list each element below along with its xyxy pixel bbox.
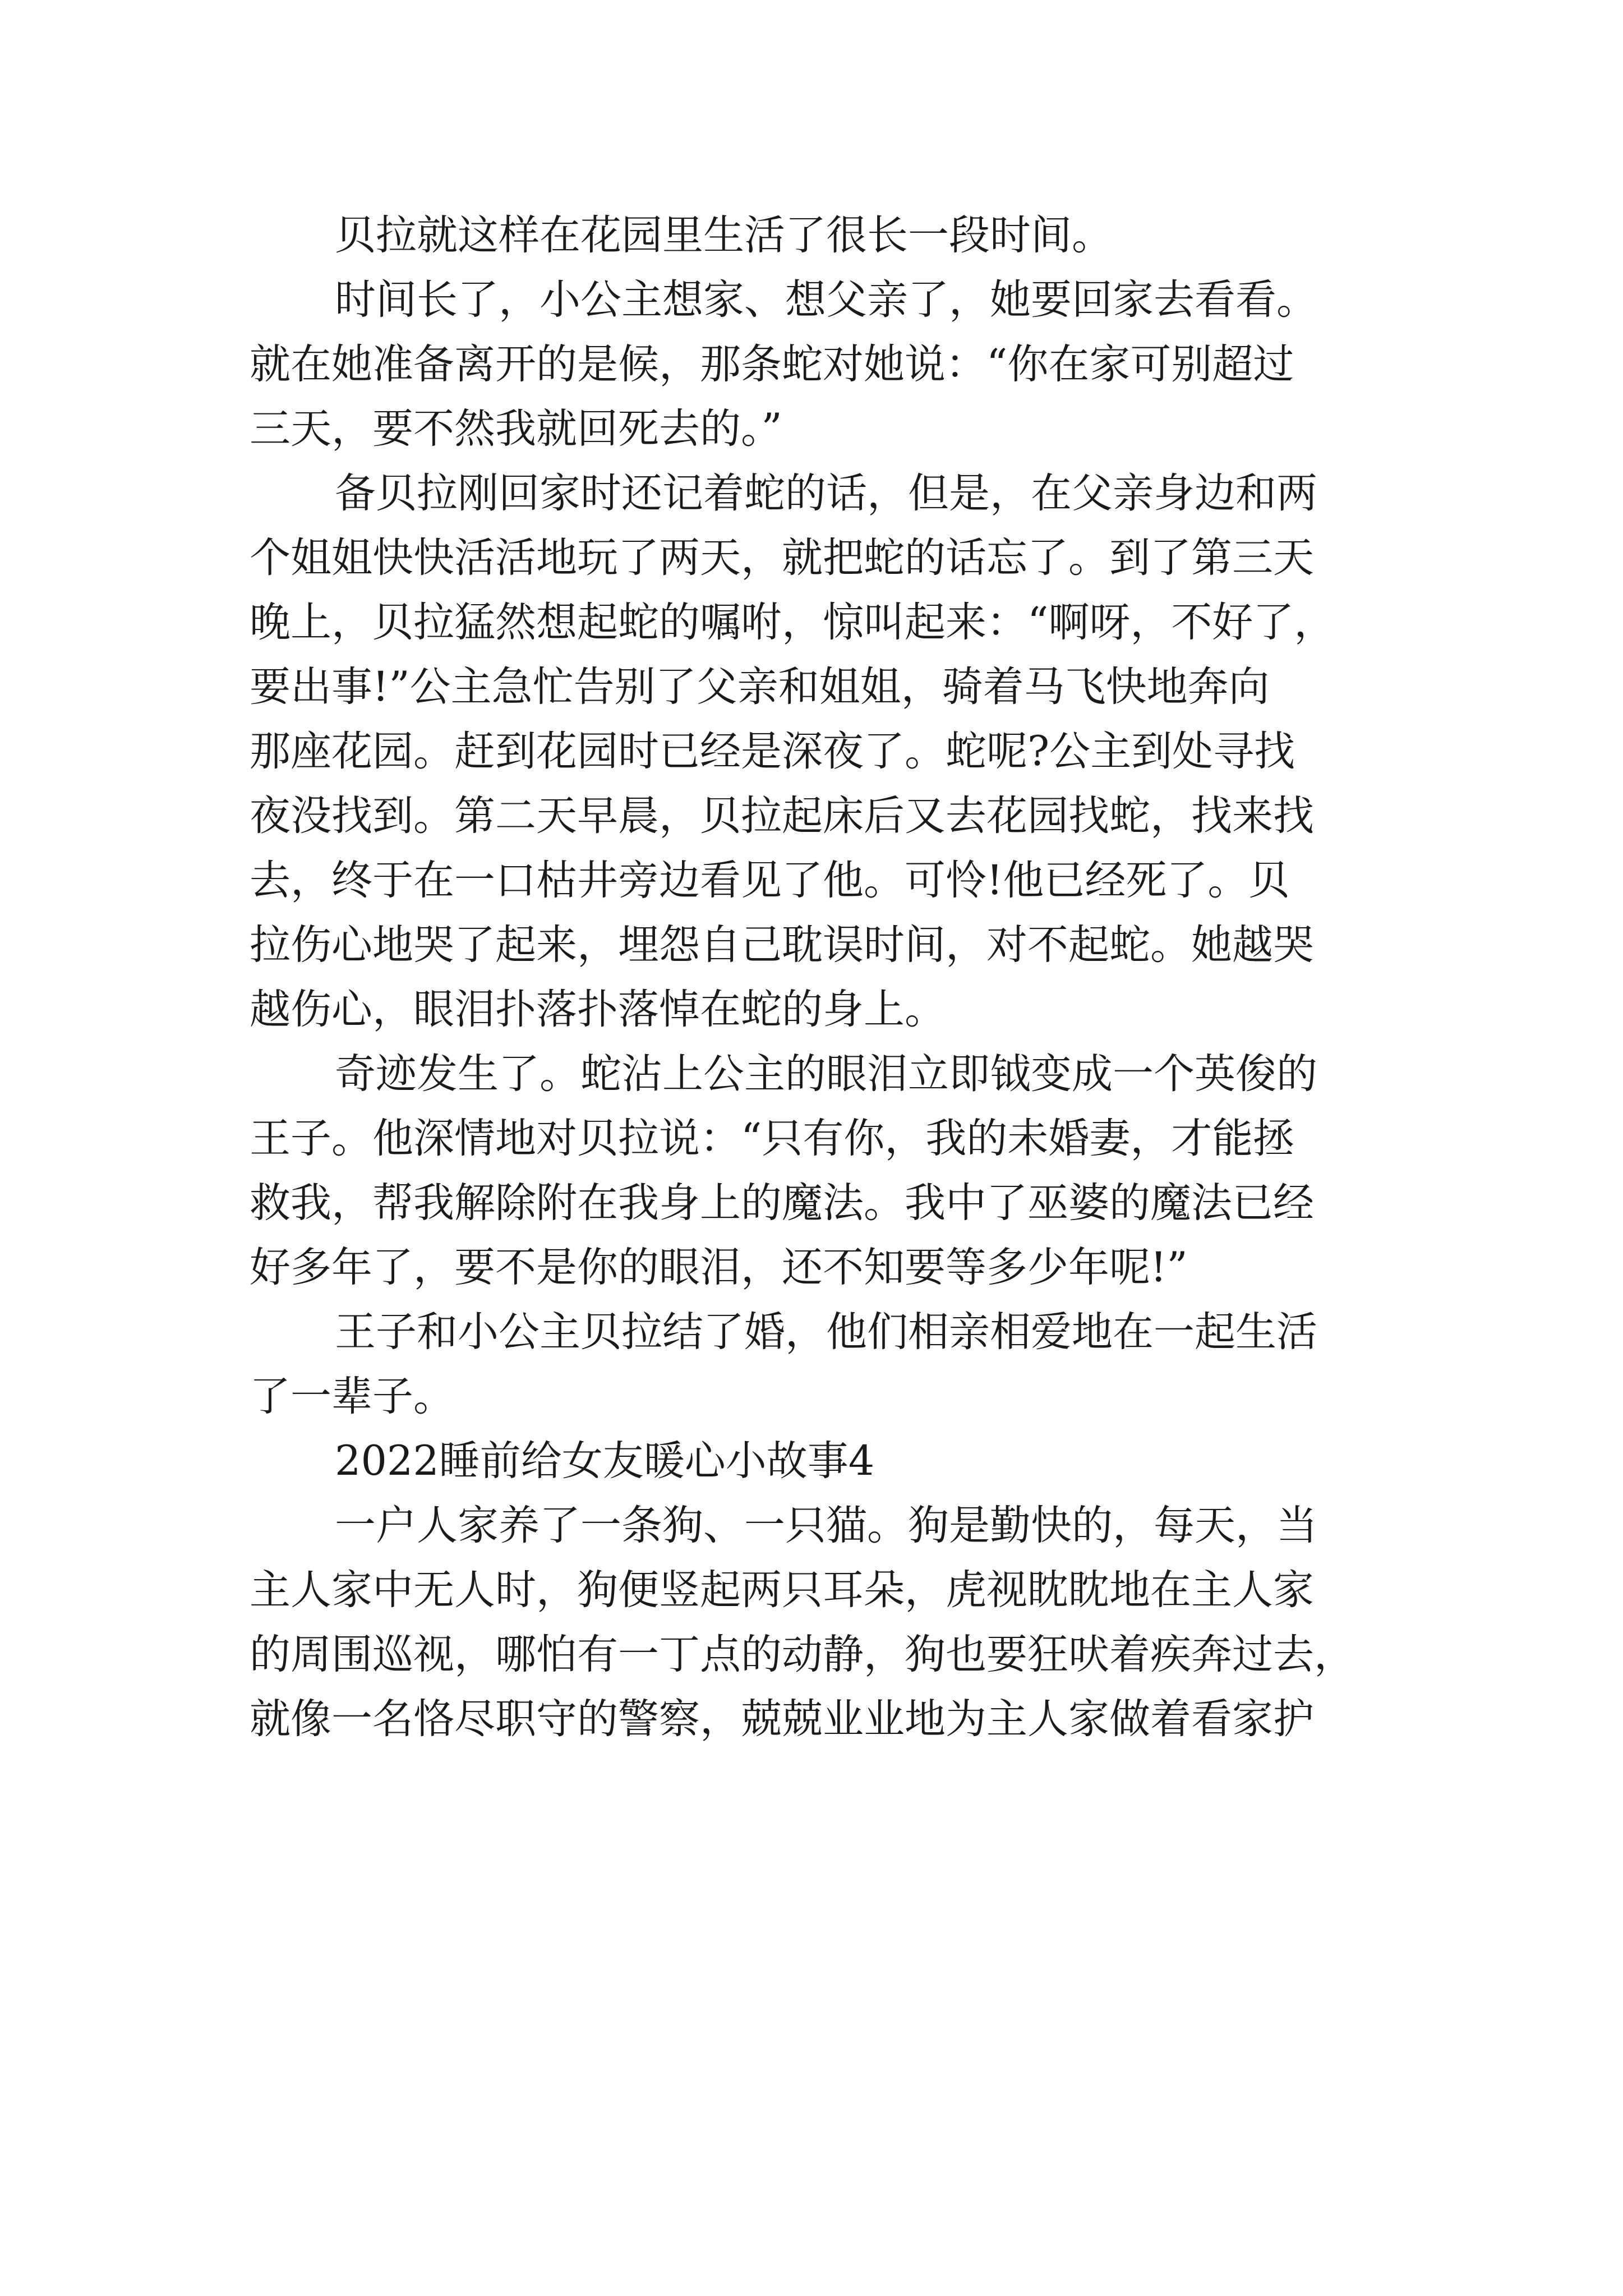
paragraph-line: 了一辈子。 (250, 1373, 454, 1420)
paragraph-line: 一户人家养了一条狗、一只猫。狗是勤快的，每天，当 (335, 1502, 1317, 1549)
paragraph-line: 奇迹发生了。蛇沾上公主的眼泪立即钺变成一个英俊的 (335, 1050, 1317, 1098)
section-heading: 2022睡前给女友暖心小故事4 (335, 1437, 875, 1485)
paragraph-line: 要出事!”公主急忙告别了父亲和姐姐，骑着马飞快地奔向 (250, 663, 1270, 711)
paragraph-line: 备贝拉刚回家时还记着蛇的话，但是，在父亲身边和两 (335, 470, 1317, 517)
paragraph-line: 三天，要不然我就回死去的。” (250, 405, 782, 453)
paragraph-line: 救我，帮我解除附在我身上的魔法。我中了巫婆的魔法已经 (250, 1179, 1314, 1227)
paragraph-line: 的周围巡视，哪怕有一丁点的动静，狗也要狂吠着疾奔过去， (250, 1631, 1355, 1678)
paragraph-line: 时间长了，小公主想家、想父亲了，她要回家去看看。 (335, 276, 1317, 324)
paragraph-line: 就在她准备离开的是候，那条蛇对她说：“你在家可别超过 (250, 341, 1294, 388)
paragraph-line: 王子。他深情地对贝拉说：“只有你，我的未婚妻，才能拯 (250, 1115, 1294, 1162)
paragraph-line: 就像一名恪尽职守的警察，兢兢业业地为主人家做着看家护 (250, 1695, 1314, 1743)
paragraph-line: 贝拉就这样在花园里生活了很长一段时间。 (335, 211, 1113, 259)
paragraph-line: 好多年了，要不是你的眼泪，还不知要等多少年呢!” (250, 1244, 1188, 1291)
paragraph-line: 夜没找到。第二天早晨，贝拉起床后又去花园找蛇，找来找 (250, 792, 1314, 840)
paragraph-line: 晚上，贝拉猛然想起蛇的嘱咐，惊叫起来：“啊呀，不好了， (250, 599, 1335, 646)
paragraph-line: 个姐姐快快活活地玩了两天，就把蛇的话忘了。到了第三天 (250, 534, 1314, 582)
paragraph-line: 那座花园。赶到花园时已经是深夜了。蛇呢?公主到处寻找 (250, 728, 1295, 775)
paragraph-line: 王子和小公主贝拉结了婚，他们相亲相爱地在一起生活 (335, 1308, 1317, 1356)
paragraph-line: 拉伤心地哭了起来，埋怨自己耽误时间，对不起蛇。她越哭 (250, 921, 1314, 969)
document-body (250, 203, 1371, 1751)
paragraph-line: 主人家中无人时，狗便竖起两只耳朵，虎视眈眈地在主人家 (250, 1566, 1314, 1614)
paragraph-line: 越伤心，眼泪扑落扑落悼在蛇的身上。 (250, 986, 946, 1033)
paragraph-line: 去，终于在一口枯井旁边看见了他。可怜!他已经死了。贝 (250, 857, 1290, 904)
